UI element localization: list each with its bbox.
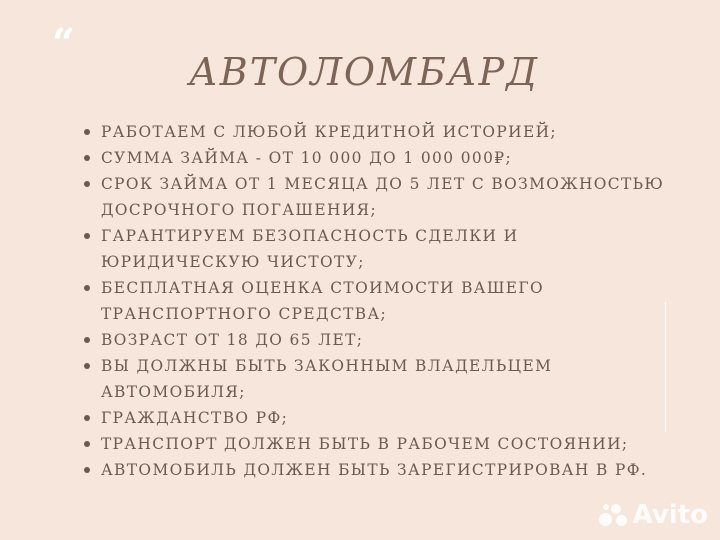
bullet-icon xyxy=(84,337,90,343)
bullet-icon xyxy=(84,181,90,187)
list-item xyxy=(84,223,684,275)
bullet-icon xyxy=(84,285,90,291)
list-item-text: БЕСПЛАТНАЯ ОЦЕНКА СТОИМОСТИ ВАШЕГО ТРАНСПОРТНОГО СРЕДСТВА; xyxy=(101,279,545,323)
list-item xyxy=(84,145,684,171)
list-item xyxy=(84,457,684,483)
list-item xyxy=(84,353,684,405)
avito-watermark xyxy=(599,500,708,530)
list-item-text: СРОК ЗАЙМА ОТ 1 МЕСЯЦА ДО 5 ЛЕТ С ВОЗМОЖНОСТЬЮ ДОСРОЧНОГО ПОГАШЕНИЯ; xyxy=(101,175,665,219)
list-item-text: ВЫ ДОЛЖНЫ БЫТЬ ЗАКОННЫМ ВЛАДЕЛЬЦЕМ АВТОМОБИЛЯ; xyxy=(101,357,553,401)
list-item-text: АВТОМОБИЛЬ ДОЛЖЕН БЫТЬ ЗАРЕГИСТРИРОВАН В РФ. xyxy=(101,461,648,479)
vertical-divider xyxy=(665,302,666,432)
list-item xyxy=(84,405,684,431)
page-title: АВТОЛОМБАРД xyxy=(189,50,540,94)
quote-icon: “ xyxy=(52,20,76,67)
bullet-icon xyxy=(84,467,90,473)
bullet-icon xyxy=(84,233,90,239)
bullet-icon xyxy=(84,129,90,135)
list-item-text: ГРАЖДАНСТВО РФ; xyxy=(101,409,289,427)
list-item xyxy=(84,171,684,223)
bullet-icon xyxy=(84,155,90,161)
avito-logo-icon xyxy=(599,502,629,528)
bullet-icon xyxy=(84,415,90,421)
conditions-list xyxy=(84,119,684,483)
list-item xyxy=(84,327,684,353)
list-item xyxy=(84,119,684,145)
list-item-text: ГАРАНТИРУЕМ БЕЗОПАСНОСТЬ СДЕЛКИ И ЮРИДИЧЕСКУЮ ЧИСТОТУ; xyxy=(101,227,519,271)
list-item xyxy=(84,431,684,457)
list-item-text: ТРАНСПОРТ ДОЛЖЕН БЫТЬ В РАБОЧЕМ СОСТОЯНИИ; xyxy=(101,435,629,453)
bullet-icon xyxy=(84,363,90,369)
bullet-icon xyxy=(84,441,90,447)
list-item-text: ВОЗРАСТ ОТ 18 ДО 65 ЛЕТ; xyxy=(101,331,364,349)
watermark-text: Avito xyxy=(632,500,708,530)
list-item-text: СУММА ЗАЙМА - ОТ 10 000 ДО 1 000 000₽; xyxy=(101,149,513,167)
list-item-text: РАБОТАЕМ С ЛЮБОЙ КРЕДИТНОЙ ИСТОРИЕЙ; xyxy=(101,123,558,141)
list-item xyxy=(84,275,684,327)
